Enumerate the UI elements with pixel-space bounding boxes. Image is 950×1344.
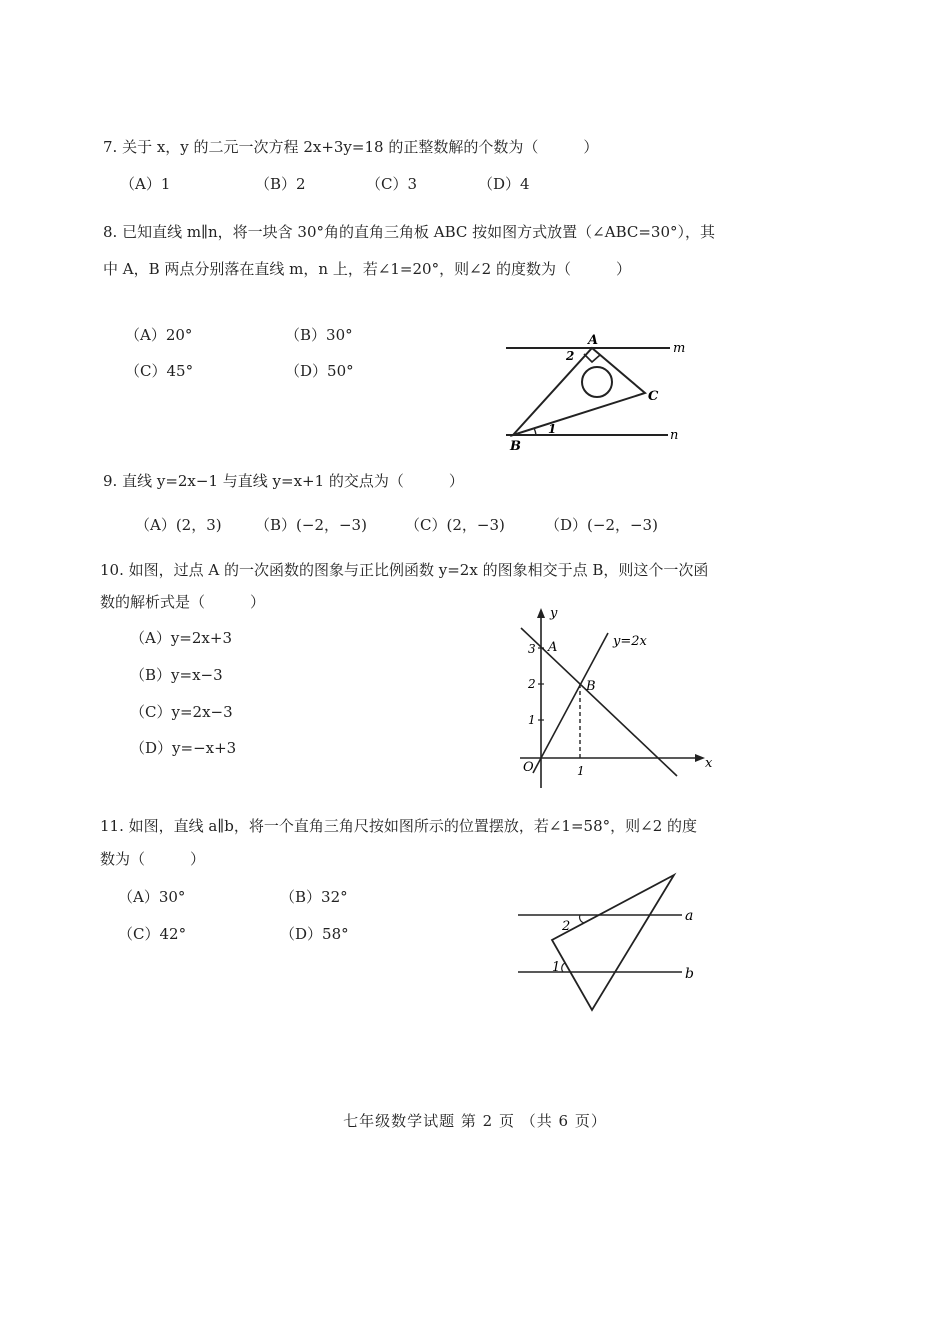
q8-label-A: A [588,333,599,348]
q8-stem-line2: 中 A，B 两点分别落在直线 m，n 上，若∠1=20°，则∠2 的度数为（ ） [103,260,631,278]
q10-stem-line2: 数的解析式是（ ） [100,593,266,611]
q11-angle2-arc [580,915,584,923]
q8-angle1-arc [534,428,536,435]
q8-option-b: （B）30° [285,326,353,344]
q10-label-B: B [586,679,596,694]
q8-option-d: （D）50° [285,362,354,380]
q10-label-line: y=2x [613,634,647,649]
q8-triangle-hole [582,367,612,397]
q11-option-c: （C）42° [118,925,187,943]
q10-label-xtick1: 1 [577,764,585,778]
q7-stem: 7. 关于 x，y 的二元一次方程 2x+3y=18 的正整数解的个数为（ ） [103,138,599,156]
q8-stem-line1: 8. 已知直线 m∥n，将一块含 30°角的直角三角板 ABC 按如图方式放置（∠ABC=30°），其 [103,223,715,241]
q10-option-d: （D）y=−x+3 [130,739,237,757]
q8-label-B: B [510,439,521,454]
q8-triangle [513,348,645,435]
q10-x-arrow [695,754,705,762]
q10-label-x: x [705,756,713,771]
q8-label-angle2: 2 [566,349,575,363]
q10-figure [505,603,725,793]
q11-stem-line1: 11. 如图，直线 a∥b，将一个直角三角尺按如图所示的位置摆放，若∠1=58°，则∠2 的度 [100,817,698,835]
q8-label-m: m [673,341,686,356]
q8-figure [500,330,700,455]
q11-option-b: （B）32° [280,888,348,906]
q11-option-a: （A）30° [118,888,186,906]
q10-option-c: （C）y=2x−3 [130,703,233,721]
q11-label-b: b [685,966,694,982]
q9-option-a: （A）(2，3) [135,516,222,534]
q11-label-angle2: 2 [562,919,571,934]
q9-stem: 9. 直线 y=2x−1 与直线 y=x+1 的交点为（ ） [103,472,464,490]
q9-option-d: （D）(−2，−3) [545,516,658,534]
q11-figure [510,870,710,1018]
q8-label-n: n [670,428,679,443]
q10-label-tick3: 3 [528,642,536,656]
q10-stem-line1: 10. 如图，过点 A 的一次函数的图象与正比例函数 y=2x 的图象相交于点 B，则这个一次函 [100,561,709,579]
q8-option-a: （A）20° [125,326,193,344]
q11-label-a: a [685,908,694,924]
q11-option-d: （D）58° [280,925,349,943]
q11-triangle [552,875,674,1010]
q9-option-c: （C）(2，−3) [405,516,505,534]
q11-angle1-arc [562,963,565,972]
q9-option-b: （B）(−2，−3) [255,516,367,534]
q7-option-c: （C）3 [366,175,418,193]
q8-label-angle1: 1 [548,422,557,436]
q11-stem-line2: 数为（ ） [100,850,206,868]
q7-option-a: （A）1 [120,175,171,193]
q10-label-tick1: 1 [528,713,536,727]
q8-option-c: （C）45° [125,362,194,380]
q10-label-tick2: 2 [528,677,536,691]
q8-label-C: C [648,389,659,404]
q10-option-b: （B）y=x−3 [130,666,223,684]
q7-option-d: （D）4 [478,175,530,193]
q10-line-y2x [533,633,608,773]
q11-label-angle1: 1 [552,960,561,975]
q10-y-arrow [537,608,545,618]
q7-option-b: （B）2 [255,175,306,193]
q10-label-A: A [548,640,558,655]
q10-option-a: （A）y=2x+3 [130,629,232,647]
q10-label-y: y [550,606,558,621]
q10-label-O: O [523,760,534,775]
page-footer: 七年级数学试题 第 2 页 （共 6 页） [343,1112,607,1130]
